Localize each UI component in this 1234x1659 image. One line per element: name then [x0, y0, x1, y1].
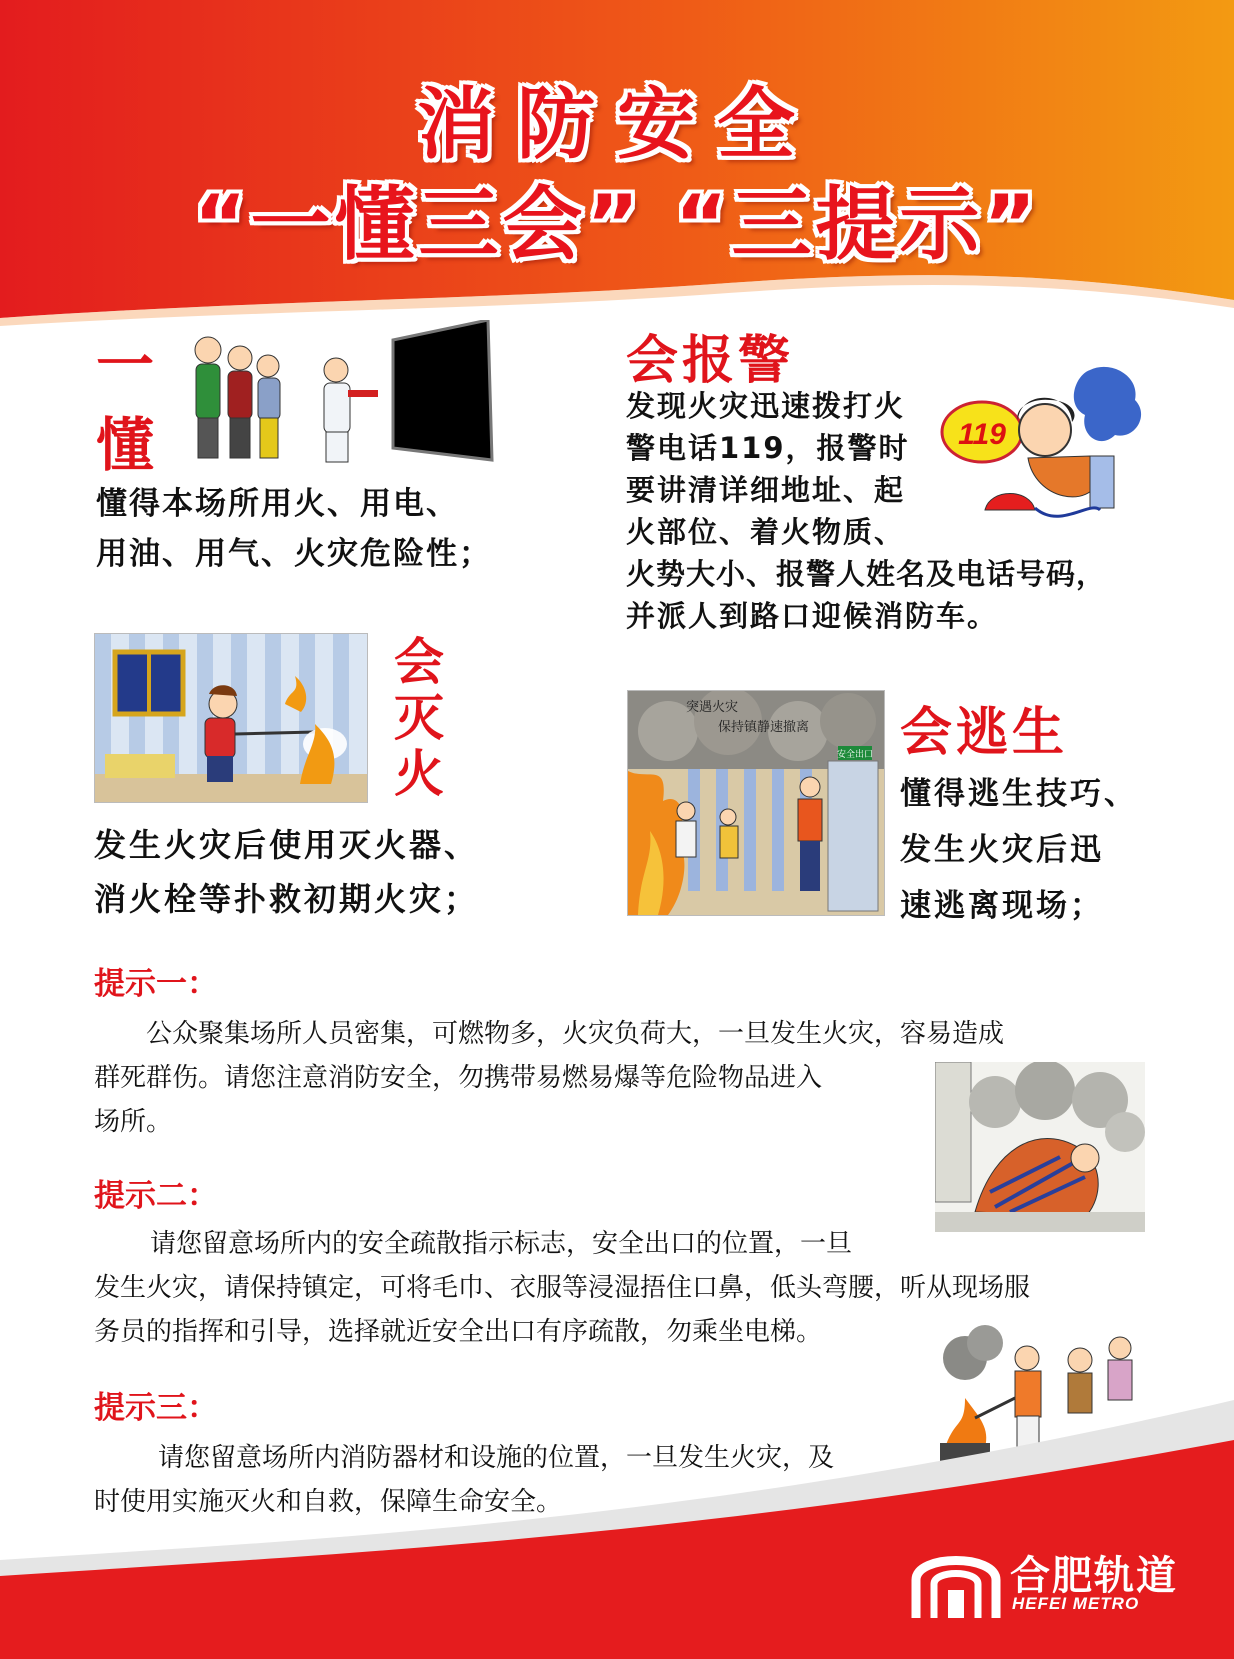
- baojing-line-3: 要讲清详细地址、起: [626, 473, 906, 507]
- training-illustration: [188, 320, 498, 480]
- baojing-line-5: 火势大小、报警人姓名及电话号码，: [626, 557, 1107, 591]
- smoke-escape-illustration: [935, 1062, 1145, 1232]
- yidong-char-2: 懂: [96, 411, 155, 479]
- tip-1-line-3: 场所。: [94, 1107, 173, 1137]
- hefei-metro-logo: [910, 1540, 1180, 1620]
- taosheng-line-3: 速逃离现场；: [900, 888, 1104, 924]
- miehuo-char-1: 会: [394, 633, 444, 691]
- tip-3-line-1: 请您留意场所内消防器材和设施的位置，一旦发生火灾，及: [158, 1443, 835, 1473]
- tip-1-title: 提示一：: [94, 966, 218, 1002]
- baojing-line-2: 警电话119，报警时: [626, 431, 910, 465]
- tip-2-line-2: 发生火灾，请保持镇定，可将毛巾、衣服等浸湿捂住口鼻，低头弯腰，听从现场服: [94, 1273, 1031, 1303]
- yidong-text-line-1: 懂得本场所用火、用电、: [96, 486, 459, 522]
- emergency-number-badge: 119: [958, 418, 1006, 451]
- page-title: 消防安全: [416, 80, 817, 170]
- logo-name-cn: 合肥轨道: [1010, 1553, 1178, 1599]
- fire-extinguishing-illustration: [94, 633, 368, 803]
- taosheng-line-2: 发生火灾后迅: [900, 832, 1104, 868]
- miehuo-text-line-2: 消火栓等扑救初期火灾；: [94, 880, 480, 918]
- yidong-char-1: 一: [96, 331, 155, 399]
- logo-name-en: HEFEI METRO: [1012, 1594, 1140, 1613]
- yidong-text-line-2: 用油、用气、火灾危险性；: [96, 536, 492, 572]
- tip-2-line-3: 务员的指挥和引导，选择就近安全出口有序疏散，勿乘坐电梯。: [94, 1317, 823, 1347]
- taosheng-line-1: 懂得逃生技巧、: [900, 776, 1138, 812]
- taosheng-heading: 会逃生: [900, 703, 1069, 763]
- baojing-heading: 会报警: [626, 331, 795, 391]
- page-subtitle: “一懂三会” “三提示”: [193, 178, 1041, 271]
- tip-1-line-1: 公众聚集场所人员密集，可燃物多，火灾负荷大，一旦发生火灾，容易造成: [146, 1019, 1005, 1049]
- tip-1-line-2: 群死群伤。请您注意消防安全，勿携带易燃易爆等危险物品进入: [94, 1063, 823, 1093]
- tip-3-line-2: 时使用实施灭火和自救，保障生命安全。: [94, 1487, 563, 1517]
- exit-sign-label: 安全出口: [836, 750, 874, 760]
- escape-illustration: [627, 690, 885, 916]
- tip-3-title: 提示三：: [94, 1390, 218, 1426]
- miehuo-text-line-1: 发生火灾后使用灭火器、: [94, 826, 480, 864]
- miehuo-char-3: 火: [394, 745, 444, 803]
- baojing-line-4: 火部位、着火物质、: [626, 515, 906, 549]
- miehuo-char-2: 灭: [394, 689, 444, 747]
- baojing-line-1: 发现火灾迅速拨打火: [626, 389, 906, 423]
- tip-2-line-1: 请您留意场所内的安全疏散指示标志，安全出口的位置，一旦: [150, 1229, 853, 1259]
- baojing-line-6: 并派人到路口迎候消防车。: [626, 599, 999, 633]
- tip-2-title: 提示二：: [94, 1178, 218, 1214]
- metro-logo-icon: [910, 1540, 1002, 1620]
- phone-call-illustration: [940, 360, 1150, 540]
- scene-caption-1: 突遇火灾: [686, 700, 739, 715]
- scene-caption-2: 保持镇静速撤离: [718, 720, 810, 735]
